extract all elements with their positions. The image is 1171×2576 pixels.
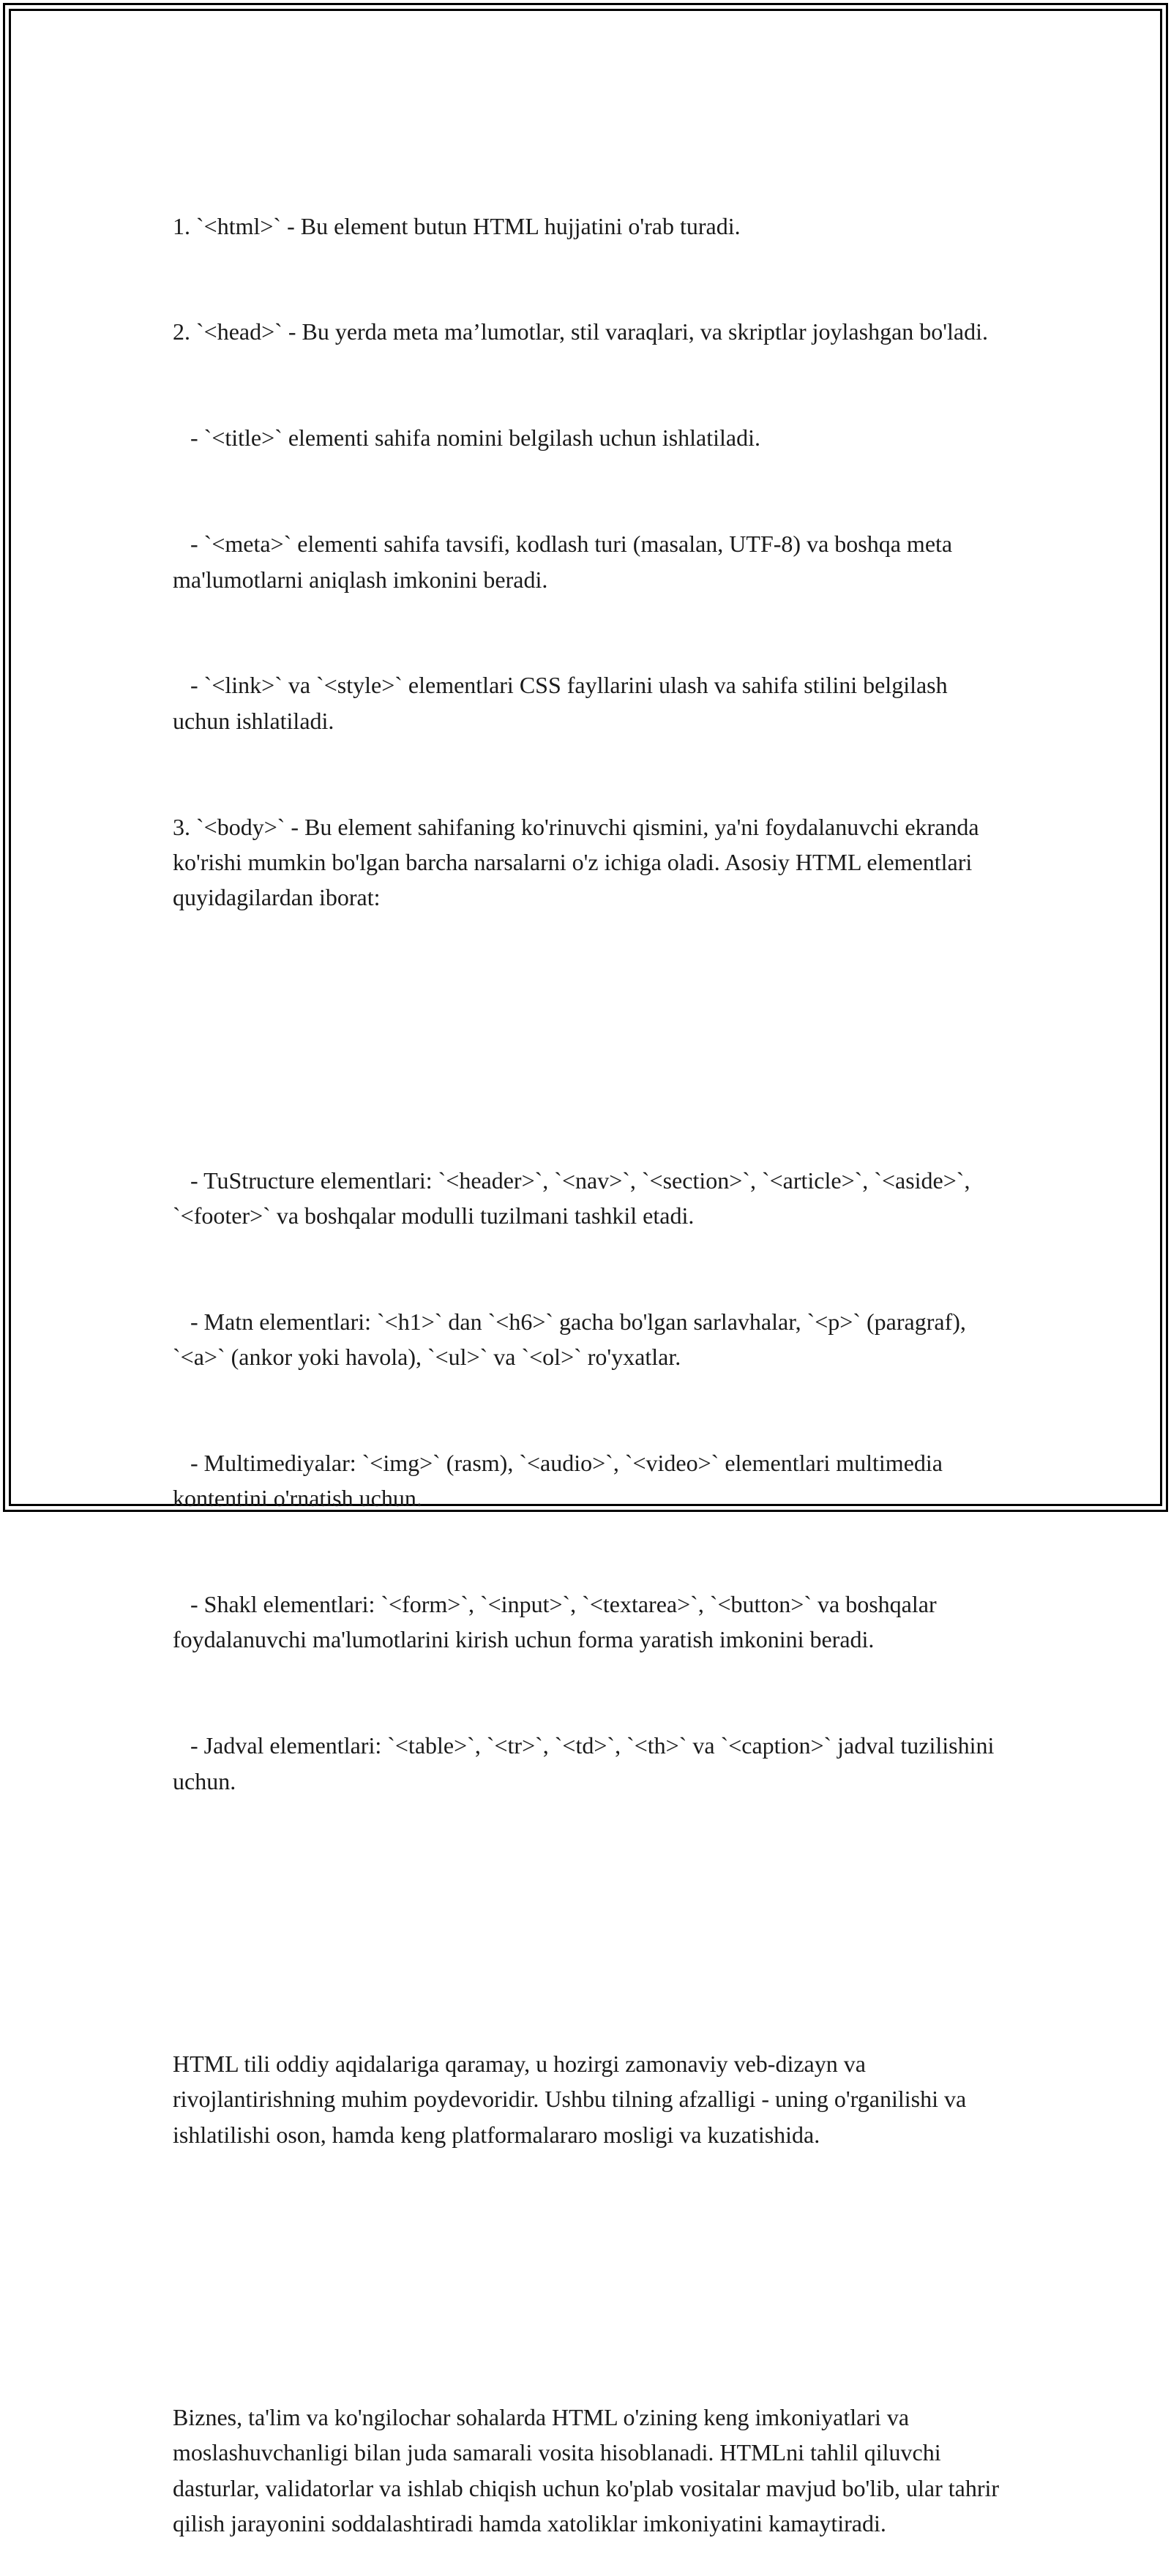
sub-item-title: - `<title>` elementi sahifa nomini belgilash uchun ishlatiladi. bbox=[173, 424, 761, 452]
document-body bbox=[173, 138, 1006, 2576]
blank-line bbox=[173, 2258, 1000, 2294]
element-group-text: - Matn elementlari: `<h1>` dan `<h6>` gacha bo'lgan sarlavhalar, `<p>` (paragraf), `<a>` (ankor yoki havola), `<ul>` va `<ol>` ro'yxatlar. bbox=[173, 1308, 972, 1371]
list-item-body: 3. `<body>` - Bu element sahifaning ko'rinuvchi qismini, ya'ni foydalanuvchi ekranda ko'rishi mumkin bo'lgan barcha narsalarni o'z ichiga oladi. Asosiy HTML elementlari quyidagilardan iborat: bbox=[173, 813, 985, 911]
blank-line bbox=[173, 1021, 1000, 1056]
list-item-head: 2. `<head>` - Bu yerda meta ma’lumotlar, stil varaqlari, va skriptlar joylashgan bo'ladi. bbox=[173, 318, 989, 345]
sub-item-meta: - `<meta>` elementi sahifa tavsifi, kodlash turi (masalan, UTF-8) va boshqa meta ma'lumotlarni aniqlash imkonini beradi. bbox=[173, 531, 959, 593]
sub-item-link-style: - `<link>` va `<style>` elementlari CSS fayllarini ulash va sahifa stilini belgilash uchun ishlatiladi. bbox=[173, 672, 954, 734]
blank-line bbox=[173, 1905, 1000, 1940]
element-group-multimedia: - Multimediyalar: `<img>` (rasm), `<audio>`, `<video>` elementlari multimedia kontentini o'rnatish uchun. bbox=[173, 1449, 949, 1512]
list-item-html: 1. `<html>` - Bu element butun HTML hujjatini o'rab turadi. bbox=[173, 212, 741, 239]
element-group-table: - Jadval elementlari: `<table>`, `<tr>`, `<td>`, `<th>` va `<caption>` jadval tuzilishini uchun. bbox=[173, 1732, 1000, 1794]
element-group-structure: - TuStructure elementlari: `<header>`, `<nav>`, `<section>`, `<article>`, `<aside>`, `<footer>` va boshqalar modulli tuzilmani tashkil etadi. bbox=[173, 1167, 976, 1229]
element-group-form: - Shakl elementlari: `<form>`, `<input>`, `<textarea>`, `<button>` va boshqalar foydalanuvchi ma'lumotlarini kirish uchun forma yaratish imkonini beradi. bbox=[173, 1591, 943, 1653]
paragraph-html-usage: Biznes, ta'lim va ko'ngilochar sohalarda HTML o'zining keng imkoniyatlari va moslashuvchanligi bilan juda samarali vosita hisoblanadi. HTMLni tahlil qiluvchi dasturlar, validatorlar va ishlab chiqish uchun ko'plab vositalar mavjud bo'lib, ular tahrir qilish jarayonini soddalashtiradi hamda xatoliklar imkoniyatini kamaytiradi. bbox=[173, 2404, 1006, 2536]
paragraph-html-foundation: HTML tili oddiy aqidalariga qaramay, u hozirgi zamonaviy veb-dizayn va rivojlantirishning muhim poydevoridir. Ushbu tilning afzalligi - uning o'rganilishi va ishlatilishi oson, hamda keng platformalararo mosligi va kuzatishida. bbox=[173, 2051, 973, 2148]
